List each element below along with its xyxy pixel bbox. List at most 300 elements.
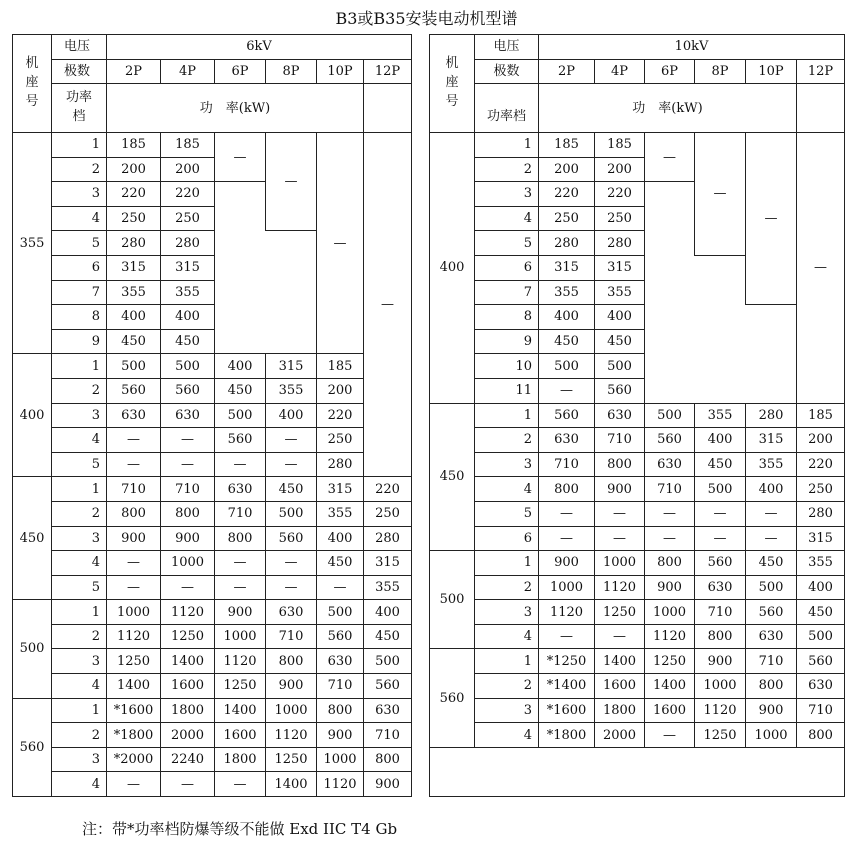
power-value: 450 <box>364 624 412 649</box>
power-level: 4 <box>475 206 539 231</box>
power-value: 1400 <box>645 674 695 699</box>
power-level: 6 <box>52 255 107 280</box>
power-value: 1000 <box>645 600 695 625</box>
dash-cell: — <box>215 133 266 182</box>
power-value: 200 <box>595 157 645 182</box>
power-level: 4 <box>52 772 107 797</box>
power-value: 1000 <box>695 674 746 699</box>
power-value: 560 <box>266 526 317 551</box>
power-value: 500 <box>215 403 266 428</box>
power-value: 500 <box>695 477 746 502</box>
table-row <box>430 428 845 453</box>
power-value: 250 <box>161 206 215 231</box>
power-value: 900 <box>595 477 645 502</box>
power-value: 355 <box>746 452 797 477</box>
power-value: 280 <box>364 526 412 551</box>
dash-cell: — <box>645 133 695 182</box>
power-value: 900 <box>266 674 317 699</box>
frame-number: 450 <box>13 477 52 600</box>
table-row <box>13 403 412 428</box>
power-level: 10 <box>475 354 539 379</box>
frame-number: 500 <box>430 551 475 649</box>
table-row <box>430 133 845 158</box>
power-value: — <box>107 772 161 797</box>
power-header: 功 率(kW) <box>539 84 797 133</box>
frame-number: 400 <box>430 133 475 404</box>
power-value: 630 <box>215 477 266 502</box>
power-value: — <box>266 428 317 453</box>
table-row <box>13 624 412 649</box>
power-value: *2000 <box>107 747 161 772</box>
power-value: 400 <box>695 428 746 453</box>
power-value: 200 <box>797 428 845 453</box>
power-value: 1000 <box>215 624 266 649</box>
frame-header: 机 座 号 <box>430 35 475 133</box>
pole-label: 8P <box>266 59 317 84</box>
power-value: 280 <box>797 501 845 526</box>
dash-cell: — <box>364 133 412 477</box>
power-value: — <box>595 624 645 649</box>
table-row <box>430 551 845 576</box>
power-level: 7 <box>475 280 539 305</box>
table-row <box>13 477 412 502</box>
power-value: — <box>645 501 695 526</box>
power-value: — <box>595 501 645 526</box>
power-value: *1400 <box>539 674 595 699</box>
power-value: 1120 <box>215 649 266 674</box>
power-level: 8 <box>52 305 107 330</box>
table-row <box>430 329 845 354</box>
table-row <box>430 624 845 649</box>
frame-number: 355 <box>13 133 52 354</box>
power-level: 2 <box>475 157 539 182</box>
power-value: 315 <box>797 526 845 551</box>
power-value: 800 <box>645 551 695 576</box>
power-value: 280 <box>107 231 161 256</box>
power-value: 250 <box>107 206 161 231</box>
power-value: 630 <box>595 403 645 428</box>
frame-number: 560 <box>430 649 475 747</box>
table-row <box>13 600 412 625</box>
table-row <box>13 674 412 699</box>
table-row <box>430 354 845 379</box>
power-value: *1600 <box>539 698 595 723</box>
power-value: 1250 <box>107 649 161 674</box>
power-value: 630 <box>317 649 364 674</box>
filler-row <box>430 747 845 796</box>
header-row <box>430 35 845 60</box>
power-value: 355 <box>364 575 412 600</box>
power-value: 800 <box>317 698 364 723</box>
header-row <box>13 35 412 60</box>
pole-label: 4P <box>595 59 645 84</box>
power-value: 2240 <box>161 747 215 772</box>
power-value: — <box>595 526 645 551</box>
dash-cell: — <box>266 133 317 231</box>
power-value: 1000 <box>266 698 317 723</box>
frame-number: 450 <box>430 403 475 551</box>
power-value: 630 <box>746 624 797 649</box>
power-value: — <box>107 575 161 600</box>
power-value: 560 <box>215 428 266 453</box>
table-row <box>430 575 845 600</box>
level-header: 功率档 <box>475 84 539 133</box>
power-value: — <box>746 526 797 551</box>
power-value: 900 <box>539 551 595 576</box>
table-row <box>13 452 412 477</box>
power-value: 280 <box>161 231 215 256</box>
power-value: — <box>161 575 215 600</box>
power-value: — <box>215 772 266 797</box>
power-value: — <box>107 428 161 453</box>
power-value: 185 <box>317 354 364 379</box>
table-row <box>430 477 845 502</box>
power-value: 280 <box>317 452 364 477</box>
power-value: 710 <box>317 674 364 699</box>
power-level: 8 <box>475 305 539 330</box>
power-level: 9 <box>475 329 539 354</box>
table-row <box>430 305 845 330</box>
power-value: 2000 <box>161 723 215 748</box>
power-value: 220 <box>107 182 161 207</box>
power-value: 450 <box>161 329 215 354</box>
power-value: 710 <box>364 723 412 748</box>
power-value: 710 <box>539 452 595 477</box>
power-value: — <box>539 501 595 526</box>
power-value: 560 <box>695 551 746 576</box>
power-level: 1 <box>52 133 107 158</box>
power-value: 630 <box>797 674 845 699</box>
power-value: 450 <box>695 452 746 477</box>
pole-label: 12P <box>797 59 845 84</box>
pole-label: 2P <box>539 59 595 84</box>
frame-number: 560 <box>13 698 52 796</box>
power-level: 4 <box>52 428 107 453</box>
power-value: 500 <box>595 354 645 379</box>
power-value: 400 <box>364 600 412 625</box>
power-header-gap <box>797 84 845 133</box>
power-value: 1800 <box>161 698 215 723</box>
power-header-gap <box>364 84 412 133</box>
power-value: 400 <box>595 305 645 330</box>
power-value: 280 <box>539 231 595 256</box>
voltage-header: 电压 <box>52 35 107 60</box>
power-value: 315 <box>595 255 645 280</box>
power-value: 1250 <box>266 747 317 772</box>
level-header: 功率 档 <box>52 84 107 133</box>
power-level: 4 <box>475 624 539 649</box>
power-value: 500 <box>107 354 161 379</box>
power-level: 5 <box>52 452 107 477</box>
dash-cell: — <box>317 133 364 354</box>
power-value: 220 <box>317 403 364 428</box>
power-level: 3 <box>52 747 107 772</box>
power-value: 450 <box>266 477 317 502</box>
pole-label: 8P <box>695 59 746 84</box>
power-value: 450 <box>797 600 845 625</box>
power-level: 5 <box>52 231 107 256</box>
power-level: 4 <box>52 206 107 231</box>
table-row <box>13 747 412 772</box>
power-value: — <box>695 501 746 526</box>
power-level: 3 <box>475 600 539 625</box>
power-value: 1600 <box>215 723 266 748</box>
power-value: 710 <box>645 477 695 502</box>
table-row <box>430 378 845 403</box>
power-level: 5 <box>475 231 539 256</box>
power-value: 900 <box>364 772 412 797</box>
table-row <box>430 698 845 723</box>
power-value: 710 <box>161 477 215 502</box>
power-value: 400 <box>317 526 364 551</box>
power-value: — <box>645 723 695 748</box>
power-value: 500 <box>645 403 695 428</box>
power-value: 800 <box>695 624 746 649</box>
table-row <box>13 723 412 748</box>
voltage-header: 电压 <box>475 35 539 60</box>
power-level: 2 <box>475 428 539 453</box>
power-value: 560 <box>107 378 161 403</box>
power-level: 11 <box>475 378 539 403</box>
power-value: — <box>161 452 215 477</box>
power-value: 315 <box>364 551 412 576</box>
power-value: 1000 <box>595 551 645 576</box>
power-value: 1120 <box>161 600 215 625</box>
table-row <box>430 501 845 526</box>
power-value: — <box>215 452 266 477</box>
table-row <box>430 600 845 625</box>
table-row <box>13 698 412 723</box>
frame-header: 机 座 号 <box>13 35 52 133</box>
power-value: 630 <box>645 452 695 477</box>
power-level: 2 <box>52 157 107 182</box>
power-level: 1 <box>475 133 539 158</box>
power-value: 560 <box>746 600 797 625</box>
power-value: 1400 <box>107 674 161 699</box>
power-level: 6 <box>475 526 539 551</box>
table-row <box>13 501 412 526</box>
power-value: 560 <box>645 428 695 453</box>
table-row <box>430 649 845 674</box>
power-value: 710 <box>107 477 161 502</box>
power-value: 900 <box>645 575 695 600</box>
power-value: 500 <box>539 354 595 379</box>
pole-label: 10P <box>746 59 797 84</box>
power-value: 800 <box>266 649 317 674</box>
table-row <box>13 428 412 453</box>
power-level: 4 <box>475 477 539 502</box>
power-value: 560 <box>161 378 215 403</box>
power-level: 2 <box>52 723 107 748</box>
pole-label: 2P <box>107 59 161 84</box>
power-level: 2 <box>52 501 107 526</box>
spec-table-10kv <box>429 34 845 797</box>
power-value: 560 <box>364 674 412 699</box>
power-level: 5 <box>52 575 107 600</box>
poles-header: 极数 <box>475 59 539 84</box>
power-value: 1120 <box>595 575 645 600</box>
power-value: 1120 <box>317 772 364 797</box>
power-value: 1000 <box>161 551 215 576</box>
power-value: — <box>695 526 746 551</box>
power-value: — <box>539 526 595 551</box>
power-value: 500 <box>746 575 797 600</box>
power-value: 630 <box>107 403 161 428</box>
power-value: 355 <box>797 551 845 576</box>
power-value: 1400 <box>215 698 266 723</box>
power-value: 710 <box>797 698 845 723</box>
power-value: 315 <box>266 354 317 379</box>
power-value: 185 <box>161 133 215 158</box>
power-value: 220 <box>364 477 412 502</box>
pole-label: 6P <box>215 59 266 84</box>
power-value: 1400 <box>161 649 215 674</box>
power-value: 560 <box>595 378 645 403</box>
power-value: 710 <box>266 624 317 649</box>
power-value: 710 <box>746 649 797 674</box>
table-row <box>13 649 412 674</box>
power-value: — <box>215 575 266 600</box>
power-value: 1120 <box>645 624 695 649</box>
power-value: *1800 <box>539 723 595 748</box>
power-value: 710 <box>695 600 746 625</box>
power-level: 4 <box>475 723 539 748</box>
header-row <box>13 59 412 84</box>
header-row <box>13 84 412 133</box>
power-value: 315 <box>539 255 595 280</box>
power-value: 1800 <box>595 698 645 723</box>
power-level: 2 <box>52 624 107 649</box>
power-value: — <box>539 624 595 649</box>
pole-label: 10P <box>317 59 364 84</box>
power-value: 200 <box>317 378 364 403</box>
power-value: 560 <box>539 403 595 428</box>
power-value: 1120 <box>539 600 595 625</box>
power-value: 355 <box>266 378 317 403</box>
power-level: 3 <box>52 182 107 207</box>
power-level: 1 <box>475 649 539 674</box>
power-value: 800 <box>539 477 595 502</box>
power-value: 1250 <box>645 649 695 674</box>
pole-label: 12P <box>364 59 412 84</box>
power-value: 1400 <box>595 649 645 674</box>
power-value: 185 <box>539 133 595 158</box>
power-value: 710 <box>595 428 645 453</box>
power-level: 3 <box>475 698 539 723</box>
header-row <box>430 59 845 84</box>
table-row <box>13 772 412 797</box>
power-value: 500 <box>266 501 317 526</box>
power-value: 800 <box>364 747 412 772</box>
power-value: *1250 <box>539 649 595 674</box>
power-value: 560 <box>317 624 364 649</box>
power-value: 185 <box>595 133 645 158</box>
page-title: B3或B35安装电动机型谱 <box>335 9 518 28</box>
power-value: 900 <box>161 526 215 551</box>
power-value: — <box>107 551 161 576</box>
power-value: 2000 <box>595 723 645 748</box>
table-row <box>13 551 412 576</box>
power-level: 1 <box>52 698 107 723</box>
power-value: 800 <box>746 674 797 699</box>
frame-number: 400 <box>13 354 52 477</box>
power-value: 900 <box>695 649 746 674</box>
power-value: — <box>266 452 317 477</box>
power-value: — <box>539 378 595 403</box>
power-value: 800 <box>595 452 645 477</box>
power-value: 400 <box>266 403 317 428</box>
power-value: 500 <box>364 649 412 674</box>
dash-cell: — <box>797 133 845 404</box>
pole-label: 6P <box>645 59 695 84</box>
power-value: — <box>107 452 161 477</box>
power-level: 1 <box>52 477 107 502</box>
power-level: 9 <box>52 329 107 354</box>
power-value: 630 <box>266 600 317 625</box>
power-value: 280 <box>746 403 797 428</box>
power-value: 220 <box>161 182 215 207</box>
power-value: 315 <box>317 477 364 502</box>
power-value: 400 <box>746 477 797 502</box>
power-value: — <box>645 526 695 551</box>
table-row <box>13 354 412 379</box>
power-value: 1120 <box>695 698 746 723</box>
power-value: 450 <box>539 329 595 354</box>
power-value: 560 <box>797 649 845 674</box>
power-value: 250 <box>539 206 595 231</box>
dash-cell: — <box>746 133 797 305</box>
power-value: 630 <box>364 698 412 723</box>
power-value: 450 <box>107 329 161 354</box>
power-value: 1120 <box>107 624 161 649</box>
header-row <box>430 84 845 133</box>
power-value: — <box>215 551 266 576</box>
footnote: 注：带*功率档防爆等级不能做 Exd IIC T4 Gb <box>82 820 398 838</box>
power-level: 3 <box>475 182 539 207</box>
power-value: 1250 <box>595 600 645 625</box>
power-value: 500 <box>161 354 215 379</box>
power-value: 185 <box>797 403 845 428</box>
power-value: 450 <box>317 551 364 576</box>
power-value: 630 <box>161 403 215 428</box>
filler-cell <box>430 747 845 796</box>
power-value: 250 <box>595 206 645 231</box>
power-value: 400 <box>539 305 595 330</box>
power-value: 800 <box>797 723 845 748</box>
power-value: 1250 <box>695 723 746 748</box>
power-value: 400 <box>797 575 845 600</box>
power-value: 450 <box>215 378 266 403</box>
power-value: 1400 <box>266 772 317 797</box>
power-level: 3 <box>52 526 107 551</box>
power-value: — <box>746 501 797 526</box>
power-level: 1 <box>475 551 539 576</box>
power-level: 2 <box>475 575 539 600</box>
power-value: 900 <box>215 600 266 625</box>
power-value: 630 <box>539 428 595 453</box>
table-row <box>430 674 845 699</box>
pole-label: 4P <box>161 59 215 84</box>
table-row <box>13 526 412 551</box>
power-value: 355 <box>317 501 364 526</box>
power-value: 450 <box>746 551 797 576</box>
power-value: 400 <box>215 354 266 379</box>
power-value: 355 <box>161 280 215 305</box>
dash-cell: — <box>695 133 746 256</box>
power-value: 200 <box>161 157 215 182</box>
power-value: 1000 <box>746 723 797 748</box>
power-value: 500 <box>797 624 845 649</box>
